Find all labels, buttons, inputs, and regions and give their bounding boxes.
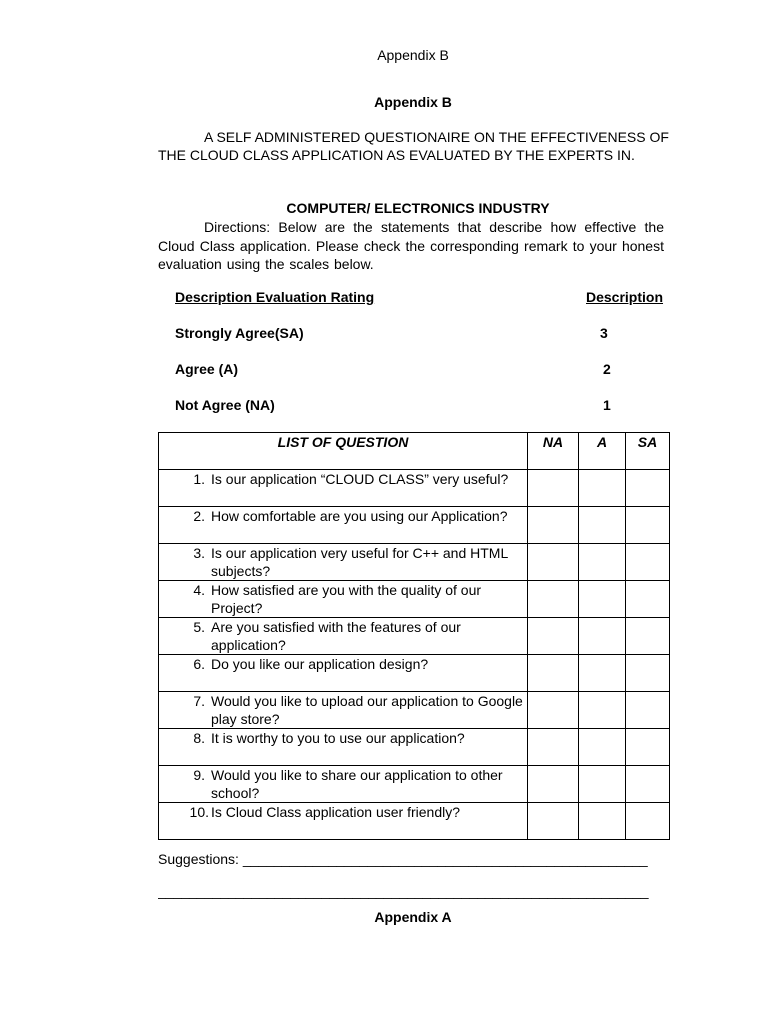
question-text: How comfortable are you using our Application?	[211, 508, 508, 524]
question-number: 7.	[193, 693, 205, 709]
rating-cell-a[interactable]	[579, 729, 626, 766]
question-number: 6.	[193, 656, 205, 672]
rating-cell-sa[interactable]	[626, 470, 670, 507]
question-number: 8.	[193, 730, 205, 746]
question-text: Would you like to upload our application to Google play store?	[211, 693, 523, 727]
question-cell	[159, 729, 528, 766]
rating-cell-a[interactable]	[579, 618, 626, 655]
question-number: 4.	[193, 582, 205, 598]
question-cell	[159, 507, 528, 544]
question-number: 5.	[193, 619, 205, 635]
rating-cell-a[interactable]	[579, 544, 626, 581]
rating-cell-sa[interactable]	[626, 766, 670, 803]
scale-label-na: Not Agree (NA)	[175, 397, 275, 413]
footer-heading: Appendix A	[374, 909, 452, 925]
question-number: 1.	[193, 471, 205, 487]
rating-cell-na[interactable]	[528, 655, 579, 692]
rating-cell-sa[interactable]	[626, 507, 670, 544]
scale-value-sa: 3	[600, 325, 608, 341]
suggestions-field[interactable]: Suggestions: ____________________________________________________	[158, 851, 648, 867]
question-text: How satisfied are you with the quality of our Project?	[211, 582, 482, 616]
directions-paragraph: Directions: Below are the statements that describe how effective the Cloud Class application. Please check the corresponding remark to your honest evaluation using the scales below.	[158, 219, 664, 272]
question-number: 9.	[193, 767, 205, 783]
table-row	[159, 729, 670, 766]
rating-cell-a[interactable]	[579, 803, 626, 840]
suggestions-line[interactable]: _______________________________________________________________	[158, 883, 649, 899]
table-row	[159, 544, 670, 581]
rating-cell-sa[interactable]	[626, 729, 670, 766]
rating-cell-sa[interactable]	[626, 581, 670, 618]
questionnaire-table	[158, 432, 670, 840]
scale-header-right: Description	[586, 289, 664, 305]
question-cell	[159, 766, 528, 803]
rating-cell-na[interactable]	[528, 581, 579, 618]
scale-label-sa: Strongly Agree(SA)	[175, 325, 304, 341]
rating-cell-a[interactable]	[579, 470, 626, 507]
table-row	[159, 581, 670, 618]
rating-cell-na[interactable]	[528, 544, 579, 581]
table-row	[159, 507, 670, 544]
question-text: Is Cloud Class application user friendly?	[211, 804, 461, 820]
question-cell	[159, 803, 528, 840]
industry-heading: COMPUTER/ ELECTRONICS INDUSTRY	[286, 200, 550, 216]
question-cell	[159, 581, 528, 618]
rating-cell-na[interactable]	[528, 507, 579, 544]
scale-value-a: 2	[603, 361, 611, 377]
scale-label-a: Agree (A)	[175, 361, 239, 377]
rating-cell-sa[interactable]	[626, 803, 670, 840]
header-na: NA	[528, 433, 579, 470]
question-number: 2.	[193, 508, 205, 524]
question-text: Do you like our application design?	[211, 656, 429, 672]
table-row	[159, 655, 670, 692]
question-text: Is our application “CLOUD CLASS” very useful?	[211, 471, 509, 487]
question-number: 10.	[189, 804, 209, 820]
table-header-row	[159, 433, 670, 470]
question-cell	[159, 544, 528, 581]
question-text: It is worthy to you to use our application?	[211, 730, 465, 746]
header-a: A	[579, 433, 626, 470]
table-row	[159, 766, 670, 803]
rating-cell-a[interactable]	[579, 692, 626, 729]
question-cell	[159, 692, 528, 729]
rating-cell-na[interactable]	[528, 618, 579, 655]
rating-cell-a[interactable]	[579, 655, 626, 692]
rating-cell-a[interactable]	[579, 507, 626, 544]
rating-cell-na[interactable]	[528, 729, 579, 766]
document-title: Appendix B	[374, 94, 452, 110]
rating-cell-na[interactable]	[528, 803, 579, 840]
rating-cell-sa[interactable]	[626, 655, 670, 692]
page-header: Appendix B	[377, 47, 449, 63]
header-sa: SA	[626, 433, 670, 470]
question-cell	[159, 470, 528, 507]
table-row	[159, 692, 670, 729]
intro-paragraph: A SELF ADMINISTERED QUESTIONAIRE ON THE EFFECTIVENESS OF THE CLOUD CLASS APPLICATION AS EVALUATED BY THE EXPERTS IN.	[158, 129, 669, 163]
rating-cell-a[interactable]	[579, 581, 626, 618]
question-number: 3.	[193, 545, 205, 561]
rating-cell-na[interactable]	[528, 766, 579, 803]
rating-cell-na[interactable]	[528, 692, 579, 729]
question-cell	[159, 618, 528, 655]
question-text: Is our application very useful for C++ and HTML subjects?	[211, 545, 508, 579]
rating-cell-sa[interactable]	[626, 618, 670, 655]
scale-header-left: Description Evaluation Rating	[175, 289, 375, 305]
table-row	[159, 803, 670, 840]
rating-cell-a[interactable]	[579, 766, 626, 803]
question-text: Would you like to share our application to other school?	[211, 767, 503, 801]
rating-cell-sa[interactable]	[626, 692, 670, 729]
rating-cell-sa[interactable]	[626, 544, 670, 581]
rating-cell-na[interactable]	[528, 470, 579, 507]
table-row	[159, 470, 670, 507]
scale-value-na: 1	[603, 397, 611, 413]
header-list-of-question: LIST OF QUESTION	[159, 433, 528, 470]
question-cell	[159, 655, 528, 692]
question-text: Are you satisfied with the features of our application?	[211, 619, 461, 653]
table-row	[159, 618, 670, 655]
